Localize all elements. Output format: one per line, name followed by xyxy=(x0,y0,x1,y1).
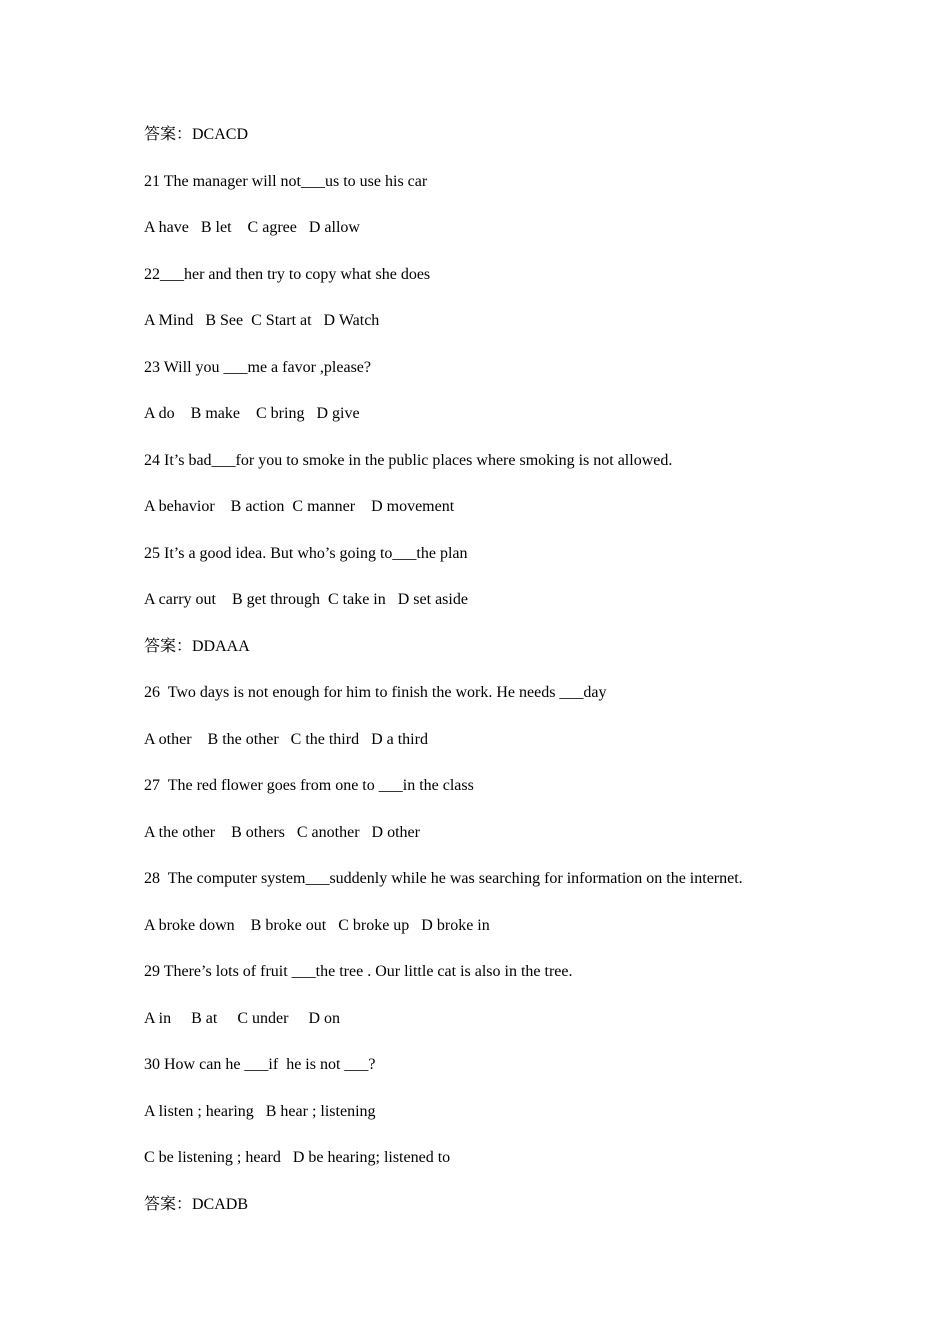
question-23-options: A do B make C bring D give xyxy=(144,405,360,422)
question-26: 26 Two days is not enough for him to finish the work. He needs ___day xyxy=(144,684,607,701)
question-24-options: A behavior B action C manner D movement xyxy=(144,498,455,515)
question-30-options-cd: C be listening ; heard D be hearing; listened to xyxy=(144,1149,451,1166)
question-30: 30 How can he ___if he is not ___? xyxy=(144,1056,376,1073)
question-22: 22___her and then try to copy what she does xyxy=(144,265,431,283)
question-29-options: A in B at C under D on xyxy=(144,1009,340,1027)
question-29: 29 There’s lots of fruit ___the tree . Our little cat is also in the tree. xyxy=(144,963,573,980)
question-21-options: A have B let C agree D allow xyxy=(144,219,360,236)
answer-key-line: 答案：DCADB xyxy=(144,1195,249,1213)
question-28-options: A broke down B broke out C broke up D broke in xyxy=(144,916,490,934)
question-27-options: A the other B others C another D other xyxy=(144,823,420,841)
question-24: 24 It’s bad___for you to smoke in the public places where smoking is not allowed. xyxy=(144,451,673,469)
question-21: 21 The manager will not___us to use his car xyxy=(144,172,428,190)
question-25: 25 It’s a good idea. But who’s going to___the plan xyxy=(144,544,468,562)
question-26-options: A other B the other C the third D a third xyxy=(144,730,428,748)
document-body xyxy=(144,124,844,1240)
question-23: 23 Will you ___me a favor ,please? xyxy=(144,358,371,376)
answer-key-line: 答案：DDAAA xyxy=(144,637,250,655)
question-27: 27 The red flower goes from one to ___in the class xyxy=(144,777,474,794)
question-30-options-ab: A listen ; hearing B hear ; listening xyxy=(144,1102,376,1120)
question-25-options: A carry out B get through C take in D set aside xyxy=(144,591,468,608)
answer-key-line: 答案：DCACD xyxy=(144,126,249,143)
question-22-options: A Mind B See C Start at D Watch xyxy=(144,312,380,329)
question-28: 28 The computer system___suddenly while he was searching for information on the internet. xyxy=(144,870,743,887)
